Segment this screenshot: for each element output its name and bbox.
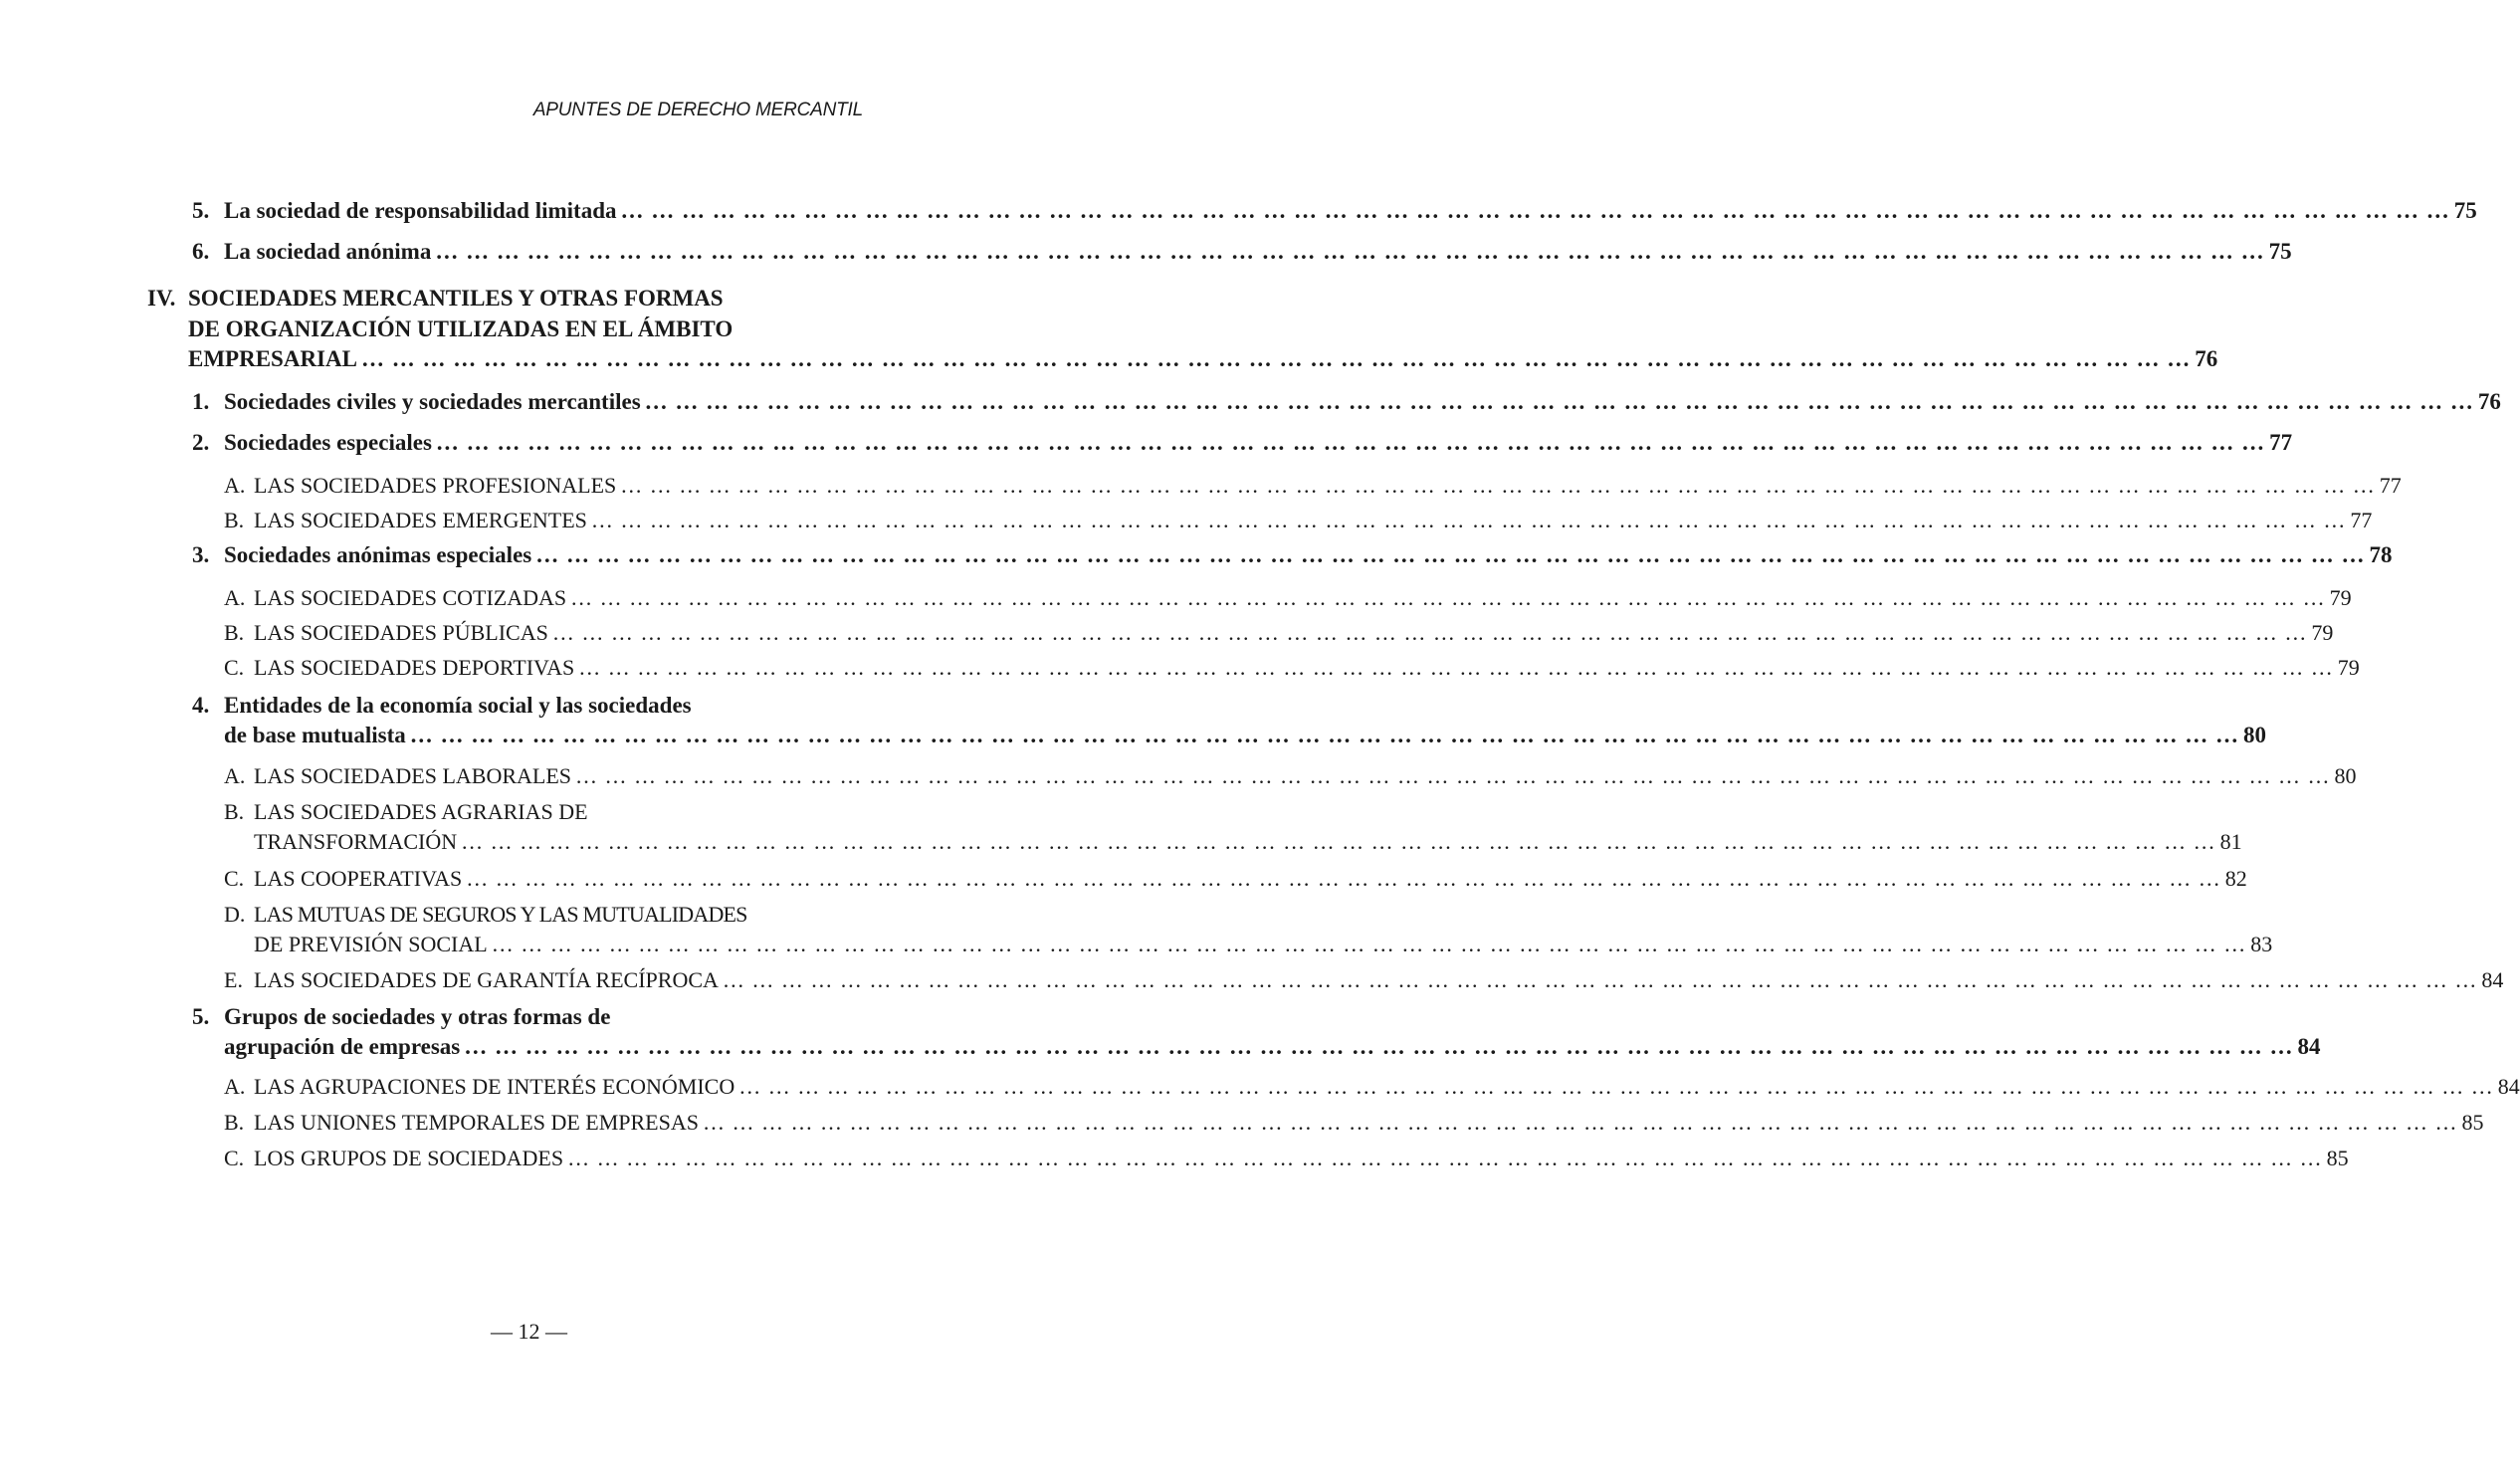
toc-subentry[interactable] [224,1146,2349,1171]
entry-number: 1. [192,389,210,414]
entry-number: 5. [192,198,210,223]
entry-page: 85 [2326,1146,2349,1170]
dot-leader: … … … … … … … … … … … … … … … … … … … … … … … … … … … … … … … … … … … … … … … … … … … … … … … … … … … … … … … … … … … … [738,1074,2494,1099]
entry-label: LAS COOPERATIVAS [254,866,463,891]
toc-subentry[interactable] [224,473,2402,499]
entry-label: agrupación de empresas [224,1034,461,1059]
dot-leader: … … … … … … … … … … … … … … … … … … … … … … … … … … … … … … … … … … … … … … … … … … … … … … … … … … … … … … … … … … … … [409,723,2239,747]
entry-label: LOS GRUPOS DE SOCIEDADES [254,1146,564,1170]
entry-label: DE PREVISIÓN SOCIAL [254,932,488,956]
entry-number: B. [224,799,245,824]
entry-page: 79 [2329,585,2352,610]
entry-number: C. [224,655,245,680]
entry-label: Sociedades anónimas especiales [224,542,532,567]
toc-subentry[interactable] [254,932,2273,957]
entry-label-line: Grupos de sociedades y otras formas de [224,1004,611,1029]
entry-label: EMPRESARIAL [188,346,357,371]
entry-label: Sociedades civiles y sociedades mercantiles [224,389,641,414]
entry-number: B. [224,508,245,532]
entry-page: 76 [2477,389,2501,414]
entry-page: 80 [2334,763,2357,788]
dot-leader: … … … … … … … … … … … … … … … … … … … … … … … … … … … … … … … … … … … … … … … … … … … … … … … … … … … … … … … … … … … … [567,1146,2323,1170]
dot-leader: … … … … … … … … … … … … … … … … … … … … … … … … … … … … … … … … … … … … … … … … … … … … … … … … … … … … … … … … … … … … [620,473,2376,498]
toc-subentry[interactable] [224,1110,2484,1136]
entry-page: 76 [2195,346,2218,371]
entry-number: C. [224,866,245,891]
toc-subentry[interactable] [224,763,2357,789]
entry-number: A. [224,763,246,788]
running-header: APUNTES DE DERECHO MERCANTIL [532,100,863,120]
entry-label: La sociedad de responsabilidad limitada [224,198,617,223]
entry-label: de base mutualista [224,723,406,747]
entry-page: 75 [2453,198,2477,223]
entry-number: 2. [192,430,210,455]
entry-page: 82 [2224,866,2247,891]
entry-label-line: Entidades de la economía social y las sociedades [224,693,692,718]
toc-entry[interactable] [192,198,2477,224]
dot-leader: … … … … … … … … … … … … … … … … … … … … … … … … … … … … … … … … … … … … … … … … … … … … … … … … … … … … … … … … … … … … [360,346,2192,371]
entry-label-line: LAS MUTUAS DE SEGUROS Y LAS MUTUALIDADES [254,902,747,927]
entry-label: LAS SOCIEDADES PROFESIONALES [254,473,617,498]
entry-page: 77 [2350,508,2373,532]
entry-number: C. [224,1146,245,1170]
entry-label: LAS AGRUPACIONES DE INTERÉS ECONÓMICO [254,1074,735,1099]
entry-label: LAS SOCIEDADES DE GARANTÍA RECÍPROCA [254,967,719,992]
entry-page: 84 [2297,1034,2321,1059]
entry-label: LAS SOCIEDADES EMERGENTES [254,508,587,532]
entry-number: 4. [192,693,210,718]
dot-leader: … … … … … … … … … … … … … … … … … … … … … … … … … … … … … … … … … … … … … … … … … … … … … … … … … … … … … … … … … … … … [435,239,2265,264]
toc-entry[interactable] [224,723,2266,748]
entry-page: 85 [2461,1110,2484,1135]
toc-entry[interactable] [192,239,2292,265]
dot-leader: … … … … … … … … … … … … … … … … … … … … … … … … … … … … … … … … … … … … … … … … … … … … … … … … … … … … … … … … … … … … [578,655,2334,680]
dot-leader: … … … … … … … … … … … … … … … … … … … … … … … … … … … … … … … … … … … … … … … … … … … … … … … … … … … … … … … … … … … … [702,1110,2458,1135]
entry-label: LAS SOCIEDADES DEPORTIVAS [254,655,575,680]
entry-number: A. [224,1074,246,1099]
toc-entry[interactable] [188,346,2218,372]
entry-label: La sociedad anónima [224,239,432,264]
entry-page: 75 [2268,239,2292,264]
toc-subentry[interactable] [224,508,2373,533]
entry-page: 80 [2243,723,2266,747]
toc-subentry[interactable] [224,585,2352,611]
entry-number: E. [224,967,243,992]
toc-entry[interactable] [192,389,2501,415]
entry-page: 84 [2481,967,2504,992]
entry-page: 78 [2369,542,2393,567]
entry-page: 84 [2497,1074,2520,1099]
toc-subentry[interactable] [224,967,2504,993]
entry-label: LAS UNIONES TEMPORALES DE EMPRESAS [254,1110,699,1135]
dot-leader: … … … … … … … … … … … … … … … … … … … … … … … … … … … … … … … … … … … … … … … … … … … … … … … … … … … … … … … … … … … … [461,829,2216,854]
dot-leader: … … … … … … … … … … … … … … … … … … … … … … … … … … … … … … … … … … … … … … … … … … … … … … … … … … … … … … … … … … … … [620,198,2450,223]
entry-number: D. [224,902,246,927]
dot-leader: … … … … … … … … … … … … … … … … … … … … … … … … … … … … … … … … … … … … … … … … … … … … … … … … … … … … … … … … … … … … [575,763,2331,788]
toc-entry[interactable] [192,542,2393,568]
dot-leader: … … … … … … … … … … … … … … … … … … … … … … … … … … … … … … … … … … … … … … … … … … … … … … … … … … … … … … … … … … … … [644,389,2474,414]
entry-number: B. [224,1110,245,1135]
entry-page: 77 [2379,473,2402,498]
entry-page: 79 [2311,620,2334,645]
entry-number: A. [224,473,246,498]
section-title-line: SOCIEDADES MERCANTILES Y OTRAS FORMAS [188,286,724,311]
entry-label: Sociedades especiales [224,430,432,455]
entry-page: 77 [2269,430,2293,455]
entry-label: LAS SOCIEDADES COTIZADAS [254,585,567,610]
dot-leader: … … … … … … … … … … … … … … … … … … … … … … … … … … … … … … … … … … … … … … … … … … … … … … … … … … … … … … … … … … … … [535,542,2366,567]
dot-leader: … … … … … … … … … … … … … … … … … … … … … … … … … … … … … … … … … … … … … … … … … … … … … … … … … … … … … … … … … … … … [491,932,2247,956]
toc-entry[interactable] [224,1034,2321,1060]
dot-leader: … … … … … … … … … … … … … … … … … … … … … … … … … … … … … … … … … … … … … … … … … … … … … … … … … … … … … … … … … … … … [551,620,2308,645]
entry-label: LAS SOCIEDADES LABORALES [254,763,572,788]
page-number: — 12 — [491,1319,567,1344]
dot-leader: … … … … … … … … … … … … … … … … … … … … … … … … … … … … … … … … … … … … … … … … … … … … … … … … … … … … … … … … … … … … [722,967,2478,992]
dot-leader: … … … … … … … … … … … … … … … … … … … … … … … … … … … … … … … … … … … … … … … … … … … … … … … … … … … … … … … … … … … … [590,508,2347,532]
entry-number: A. [224,585,246,610]
dot-leader: … … … … … … … … … … … … … … … … … … … … … … … … … … … … … … … … … … … … … … … … … … … … … … … … … … … … … … … … … … … … [464,1034,2294,1059]
entry-page: 83 [2250,932,2273,956]
toc-subentry[interactable] [224,866,2247,892]
entry-number: B. [224,620,245,645]
toc-subentry[interactable] [254,829,2242,855]
entry-number: 6. [192,239,210,264]
section-number: IV. [147,286,176,311]
entry-page: 81 [2219,829,2242,854]
entry-label-line: LAS SOCIEDADES AGRARIAS DE [254,799,588,824]
section-title-line: DE ORGANIZACIÓN UTILIZADAS EN EL ÁMBITO [188,316,734,341]
dot-leader: … … … … … … … … … … … … … … … … … … … … … … … … … … … … … … … … … … … … … … … … … … … … … … … … … … … … … … … … … … … … [435,430,2266,455]
toc-subentry[interactable] [224,1074,2520,1100]
dot-leader: … … … … … … … … … … … … … … … … … … … … … … … … … … … … … … … … … … … … … … … … … … … … … … … … … … … … … … … … … … … … [466,866,2221,891]
entry-number: 3. [192,542,210,567]
dot-leader: … … … … … … … … … … … … … … … … … … … … … … … … … … … … … … … … … … … … … … … … … … … … … … … … … … … … … … … … … … … … [570,585,2326,610]
entry-label: TRANSFORMACIÓN [254,829,458,854]
toc-entry[interactable] [192,430,2293,456]
entry-label: LAS SOCIEDADES PÚBLICAS [254,620,548,645]
toc-subentry[interactable] [224,620,2334,646]
entry-number: 5. [192,1004,210,1029]
entry-page: 79 [2337,655,2360,680]
toc-subentry[interactable] [224,655,2360,681]
